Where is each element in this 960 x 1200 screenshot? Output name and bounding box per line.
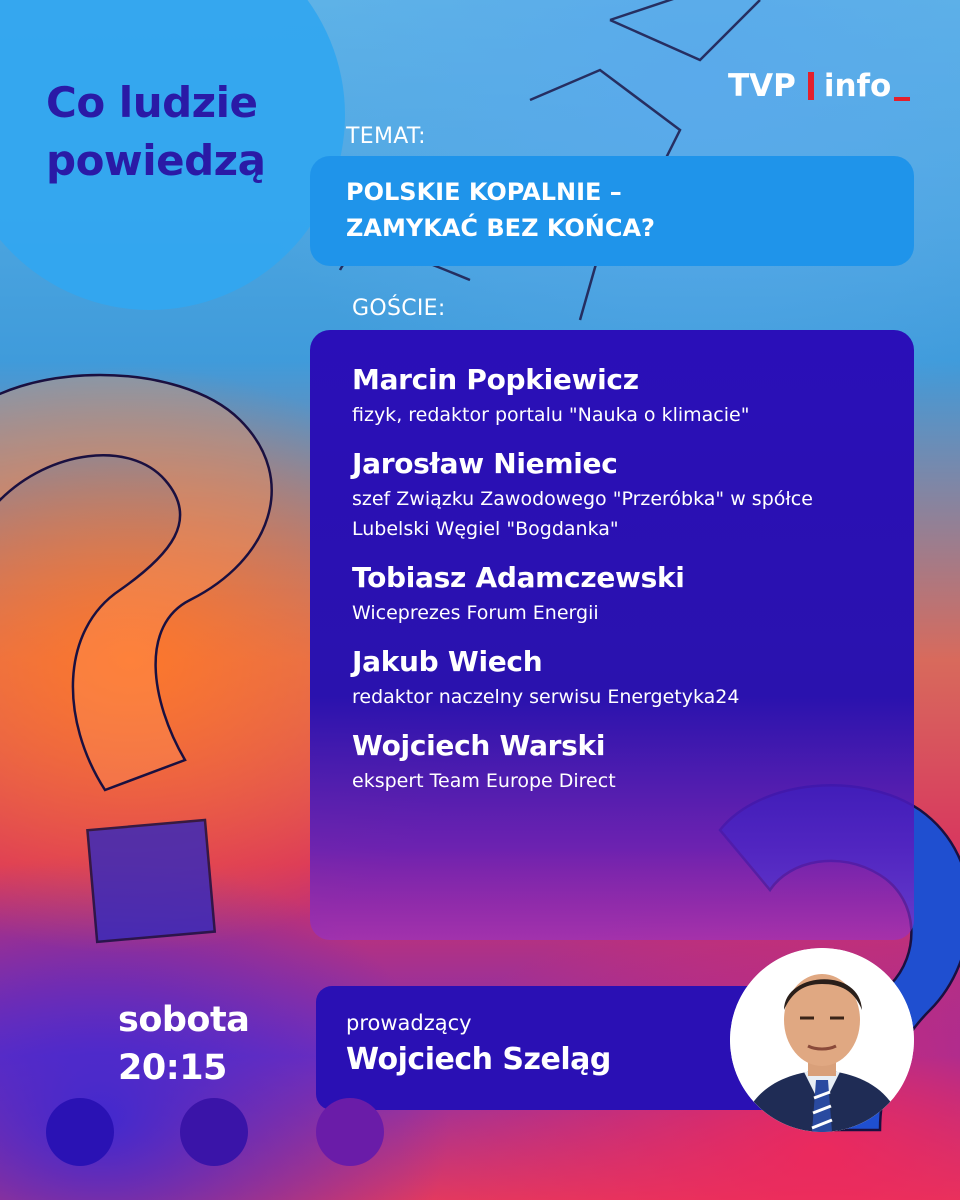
logo-tvp: TVP [728,68,796,104]
topic-box [310,156,914,266]
host-portrait-icon [730,948,914,1132]
program-title [46,74,265,190]
program-title-line2: powiedzą [46,136,266,185]
decor-dot-1 [46,1098,114,1166]
program-title-line1: Co ludzie [46,78,258,127]
decor-dot-2 [180,1098,248,1166]
logo-info: info [823,68,892,104]
broadcast-time: 20:15 [118,1048,227,1088]
guest-item [352,444,894,544]
guest-name: Wojciech Warski [352,729,606,762]
guest-name: Jarosław Niemiec [352,447,618,480]
logo-bar [808,72,814,100]
guest-role: fizyk, redaktor portalu "Nauka o klimacie" [352,404,750,426]
host-portrait [730,948,914,1132]
guest-item [352,726,894,796]
guest-role: redaktor naczelny serwisu Energetyka24 [352,686,740,708]
topic-label: TEMAT: [346,124,426,149]
guest-name: Tobiasz Adamczewski [352,561,685,594]
tvp-info-logo [728,66,910,106]
guest-name: Marcin Popkiewicz [352,363,639,396]
host-box [316,986,776,1110]
guest-item [352,360,894,430]
broadcast-day: sobota [118,1000,250,1040]
topic-line1: POLSKIE KOPALNIE – [346,178,622,206]
guest-name: Jakub Wiech [352,645,543,678]
host-label: prowadzący [346,1011,472,1035]
broadcast-schedule [118,996,249,1092]
question-mark-graphic [0,375,272,942]
guests-box [310,330,914,940]
guest-role: szef Związku Zawodowego "Przeróbka" w spółce Lubelski Węgiel "Bogdanka" [352,488,813,540]
guest-item [352,642,894,712]
guest-role: Wiceprezes Forum Energii [352,602,599,624]
decor-dot-3 [316,1098,384,1166]
guest-item [352,558,894,628]
guests-label: GOŚCIE: [352,296,446,321]
logo-underscore [894,97,910,101]
topic-line2: ZAMYKAĆ BEZ KOŃCA? [346,214,655,242]
guest-role: ekspert Team Europe Direct [352,770,616,792]
host-name: Wojciech Szeląg [346,1042,611,1077]
